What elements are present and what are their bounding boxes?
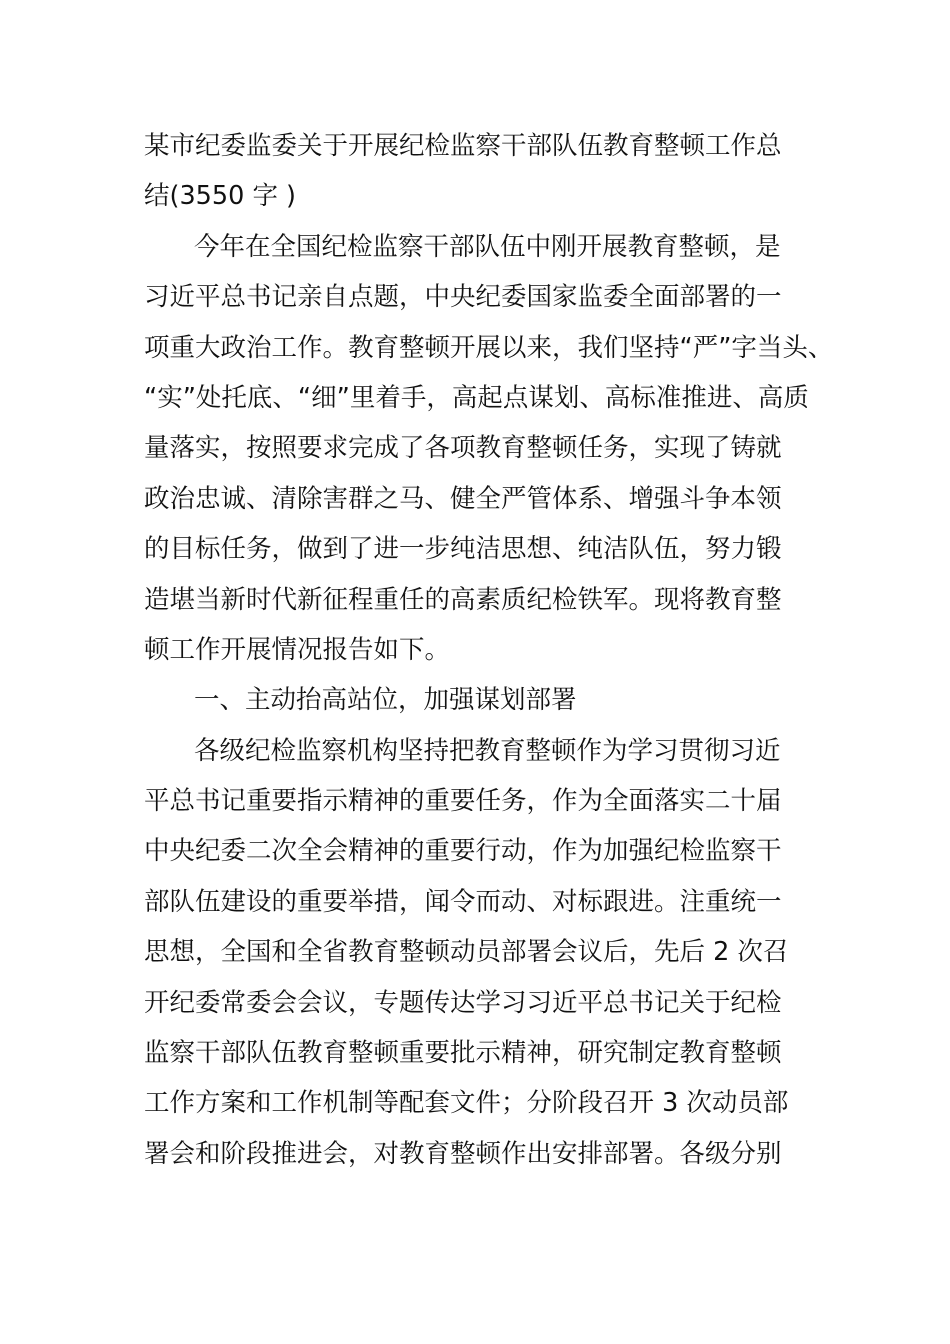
document-title-line-1: 某市纪委监委关于开展纪检监察干部队伍教育整顿工作总 — [144, 131, 782, 161]
document-body — [144, 121, 834, 1179]
paragraph-2-line: 平总书记重要指示精神的重要任务，作为全面落实二十届 — [144, 786, 782, 817]
paragraph-2-line: 中央纪委二次全会精神的重要行动，作为加强纪检监察干 — [144, 836, 782, 867]
section-1-heading: 一、主动抬高站位，加强谋划部署 — [194, 685, 577, 716]
paragraph-2-line: 思想，全国和全省教育整顿动员部署会议后，先后 2 次召 — [144, 937, 789, 968]
paragraph-1-line: “实”处托底、“细”里着手，高起点谋划、高标准推进、高质 — [144, 382, 809, 413]
paragraph-1-line: 的目标任务，做到了进一步纯洁思想、纯洁队伍，努力锻 — [144, 534, 782, 565]
paragraph-1-line: 造堪当新时代新征程重任的高素质纪检铁军。现将教育整 — [144, 584, 782, 615]
paragraph-1-line: 政治忠诚、清除害群之马、健全严管体系、增强斗争本领 — [144, 483, 782, 514]
document-title-line-2: 结(3550 字 ) — [144, 181, 297, 212]
paragraph-1-line: 顿工作开展情况报告如下。 — [144, 634, 451, 665]
paragraph-1-line: 今年在全国纪检监察干部队伍中刚开展教育整顿，是 — [194, 231, 781, 262]
paragraph-1-line: 量落实，按照要求完成了各项教育整顿任务，实现了铸就 — [144, 433, 782, 464]
paragraph-2-line: 各级纪检监察机构坚持把教育整顿作为学习贯彻习近 — [194, 735, 781, 766]
paragraph-1-line: 习近平总书记亲自点题，中央纪委国家监委全面部署的一 — [144, 282, 782, 313]
paragraph-2-line: 监察干部队伍教育整顿重要批示精神，研究制定教育整顿 — [144, 1038, 782, 1069]
paragraph-1-line: 项重大政治工作。教育整顿开展以来，我们坚持“严”字当头、 — [144, 332, 834, 363]
paragraph-2-line: 部队伍建设的重要举措，闻令而动、对标跟进。注重统一 — [144, 886, 782, 917]
paragraph-2-line: 工作方案和工作机制等配套文件；分阶段召开 3 次动员部 — [144, 1088, 789, 1119]
paragraph-2-line: 署会和阶段推进会，对教育整顿作出安排部署。各级分别 — [144, 1138, 782, 1169]
paragraph-2-line: 开纪委常委会会议，专题传达学习习近平总书记关于纪检 — [144, 987, 782, 1018]
